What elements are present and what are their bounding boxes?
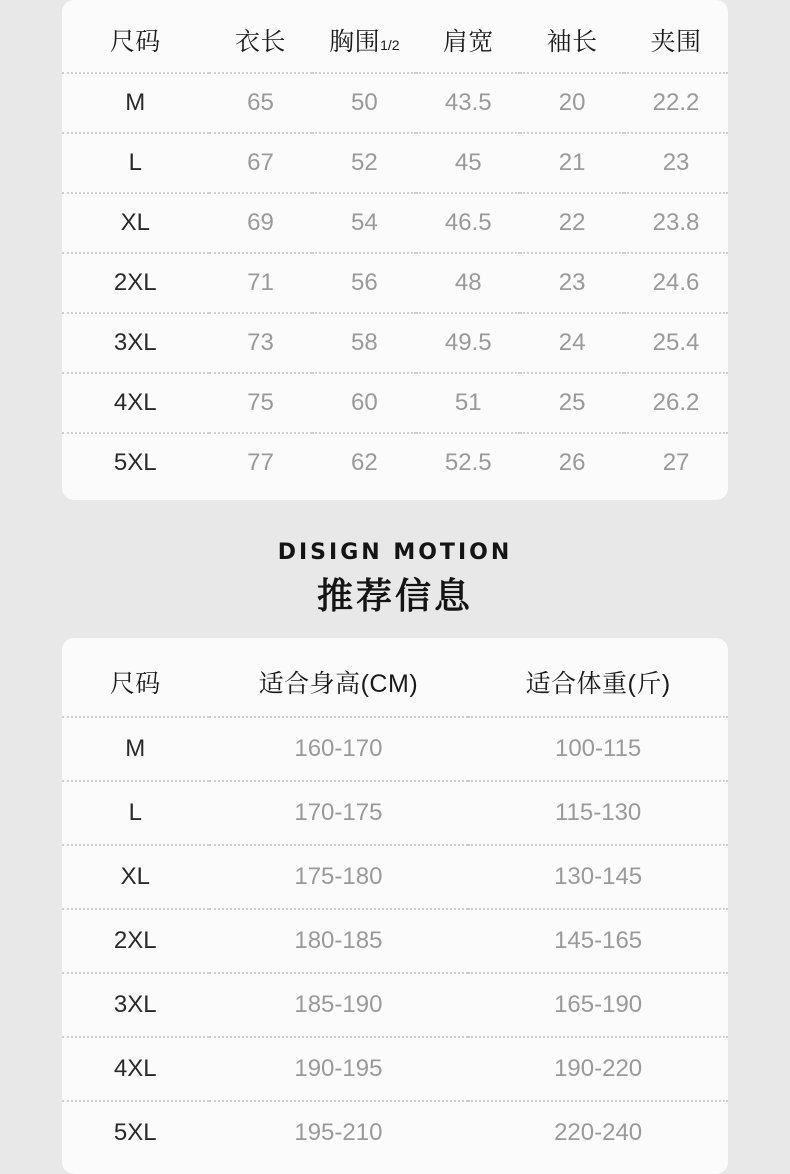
table-row bbox=[62, 1037, 728, 1101]
header-size: 尺码 bbox=[62, 10, 209, 73]
cell-bust: 54 bbox=[312, 193, 416, 253]
cell-height: 190-195 bbox=[209, 1037, 469, 1101]
table-row bbox=[62, 973, 728, 1037]
recommendation-table-header bbox=[62, 650, 728, 717]
cell-weight: 165-190 bbox=[468, 973, 728, 1037]
cell-height: 175-180 bbox=[209, 845, 469, 909]
cell-sleeve: 24 bbox=[520, 313, 624, 373]
table-row bbox=[62, 253, 728, 313]
table-row bbox=[62, 73, 728, 133]
cell-weight: 190-220 bbox=[468, 1037, 728, 1101]
cell-bust: 52 bbox=[312, 133, 416, 193]
table-row bbox=[62, 909, 728, 973]
cell-armhole: 27 bbox=[662, 449, 690, 476]
cell-length: 69 bbox=[209, 193, 313, 253]
cell-length: 77 bbox=[247, 449, 274, 476]
cell-height: 170-175 bbox=[209, 781, 469, 845]
cell-length: 73 bbox=[209, 313, 313, 373]
cell-size: 3XL bbox=[62, 973, 209, 1037]
cell-size: M bbox=[62, 73, 209, 133]
cell-size: XL bbox=[62, 193, 209, 253]
section-heading-english: DISIGN MOTION bbox=[277, 540, 513, 565]
cell-size: L bbox=[62, 133, 209, 193]
header-bust bbox=[312, 10, 416, 73]
header-shoulder: 肩宽 bbox=[416, 10, 520, 73]
recommendation-table bbox=[62, 650, 728, 1164]
section-heading bbox=[0, 542, 790, 614]
cell-size: XL bbox=[62, 845, 209, 909]
cell-sleeve: 21 bbox=[520, 133, 624, 193]
recommendation-table-card bbox=[62, 638, 728, 1174]
section-heading-chinese: 推荐信息 bbox=[316, 575, 473, 616]
cell-height: 185-190 bbox=[209, 973, 469, 1037]
cell-size: 4XL bbox=[62, 1037, 209, 1101]
size-measurement-table bbox=[62, 10, 728, 492]
recommendation-table-body bbox=[62, 717, 728, 1164]
cell-shoulder: 43.5 bbox=[416, 73, 520, 133]
table-row bbox=[62, 717, 728, 781]
cell-height: 195-210 bbox=[294, 1119, 383, 1146]
cell-length: 67 bbox=[209, 133, 313, 193]
header-length: 衣长 bbox=[209, 10, 313, 73]
cell-shoulder: 52.5 bbox=[444, 449, 492, 476]
header-height: 适合身高(CM) bbox=[209, 650, 469, 717]
cell-size: 2XL bbox=[62, 909, 209, 973]
table-header-row bbox=[62, 650, 728, 717]
cell-size: 5XL bbox=[113, 1119, 157, 1146]
cell-length: 75 bbox=[209, 373, 313, 433]
cell-weight: 100-115 bbox=[468, 717, 728, 781]
table-row bbox=[62, 433, 728, 492]
cell-shoulder: 48 bbox=[416, 253, 520, 313]
cell-weight: 115-130 bbox=[468, 781, 728, 845]
table-row bbox=[62, 373, 728, 433]
header-armhole: 夹围 bbox=[624, 10, 728, 73]
cell-bust: 62 bbox=[351, 449, 378, 476]
header-sleeve: 袖长 bbox=[520, 10, 624, 73]
cell-shoulder: 45 bbox=[416, 133, 520, 193]
cell-armhole: 25.4 bbox=[624, 313, 728, 373]
cell-height: 180-185 bbox=[209, 909, 469, 973]
cell-size: 4XL bbox=[62, 373, 209, 433]
cell-size: 2XL bbox=[62, 253, 209, 313]
table-row bbox=[62, 133, 728, 193]
cell-weight: 220-240 bbox=[554, 1119, 643, 1146]
cell-shoulder: 51 bbox=[416, 373, 520, 433]
cell-sleeve: 26 bbox=[558, 449, 586, 476]
cell-length: 71 bbox=[209, 253, 313, 313]
table-row bbox=[62, 193, 728, 253]
table-row bbox=[62, 313, 728, 373]
size-table-header bbox=[62, 10, 728, 73]
header-bust-label: 胸围 bbox=[329, 28, 381, 56]
cell-size: M bbox=[62, 717, 209, 781]
cell-sleeve: 22 bbox=[520, 193, 624, 253]
size-table-card bbox=[62, 0, 728, 500]
cell-bust: 58 bbox=[312, 313, 416, 373]
header-size: 尺码 bbox=[62, 650, 209, 717]
cell-weight: 145-165 bbox=[468, 909, 728, 973]
cell-armhole: 23.8 bbox=[624, 193, 728, 253]
cell-bust: 60 bbox=[312, 373, 416, 433]
cell-armhole: 23 bbox=[624, 133, 728, 193]
cell-bust: 56 bbox=[312, 253, 416, 313]
size-table-body bbox=[62, 73, 728, 492]
cell-armhole: 26.2 bbox=[624, 373, 728, 433]
header-weight: 适合体重(斤) bbox=[468, 650, 728, 717]
cell-sleeve: 23 bbox=[520, 253, 624, 313]
table-row bbox=[62, 1101, 728, 1164]
header-bust-fraction: 1/2 bbox=[380, 37, 400, 53]
cell-height: 160-170 bbox=[209, 717, 469, 781]
cell-armhole: 24.6 bbox=[624, 253, 728, 313]
cell-bust: 50 bbox=[312, 73, 416, 133]
cell-sleeve: 20 bbox=[520, 73, 624, 133]
cell-length: 65 bbox=[209, 73, 313, 133]
cell-size: 5XL bbox=[113, 449, 157, 476]
table-row bbox=[62, 781, 728, 845]
cell-weight: 130-145 bbox=[468, 845, 728, 909]
cell-sleeve: 25 bbox=[520, 373, 624, 433]
cell-size: 3XL bbox=[62, 313, 209, 373]
cell-armhole: 22.2 bbox=[624, 73, 728, 133]
cell-shoulder: 49.5 bbox=[416, 313, 520, 373]
table-row bbox=[62, 845, 728, 909]
table-header-row bbox=[62, 10, 728, 73]
cell-shoulder: 46.5 bbox=[416, 193, 520, 253]
cell-size: L bbox=[62, 781, 209, 845]
